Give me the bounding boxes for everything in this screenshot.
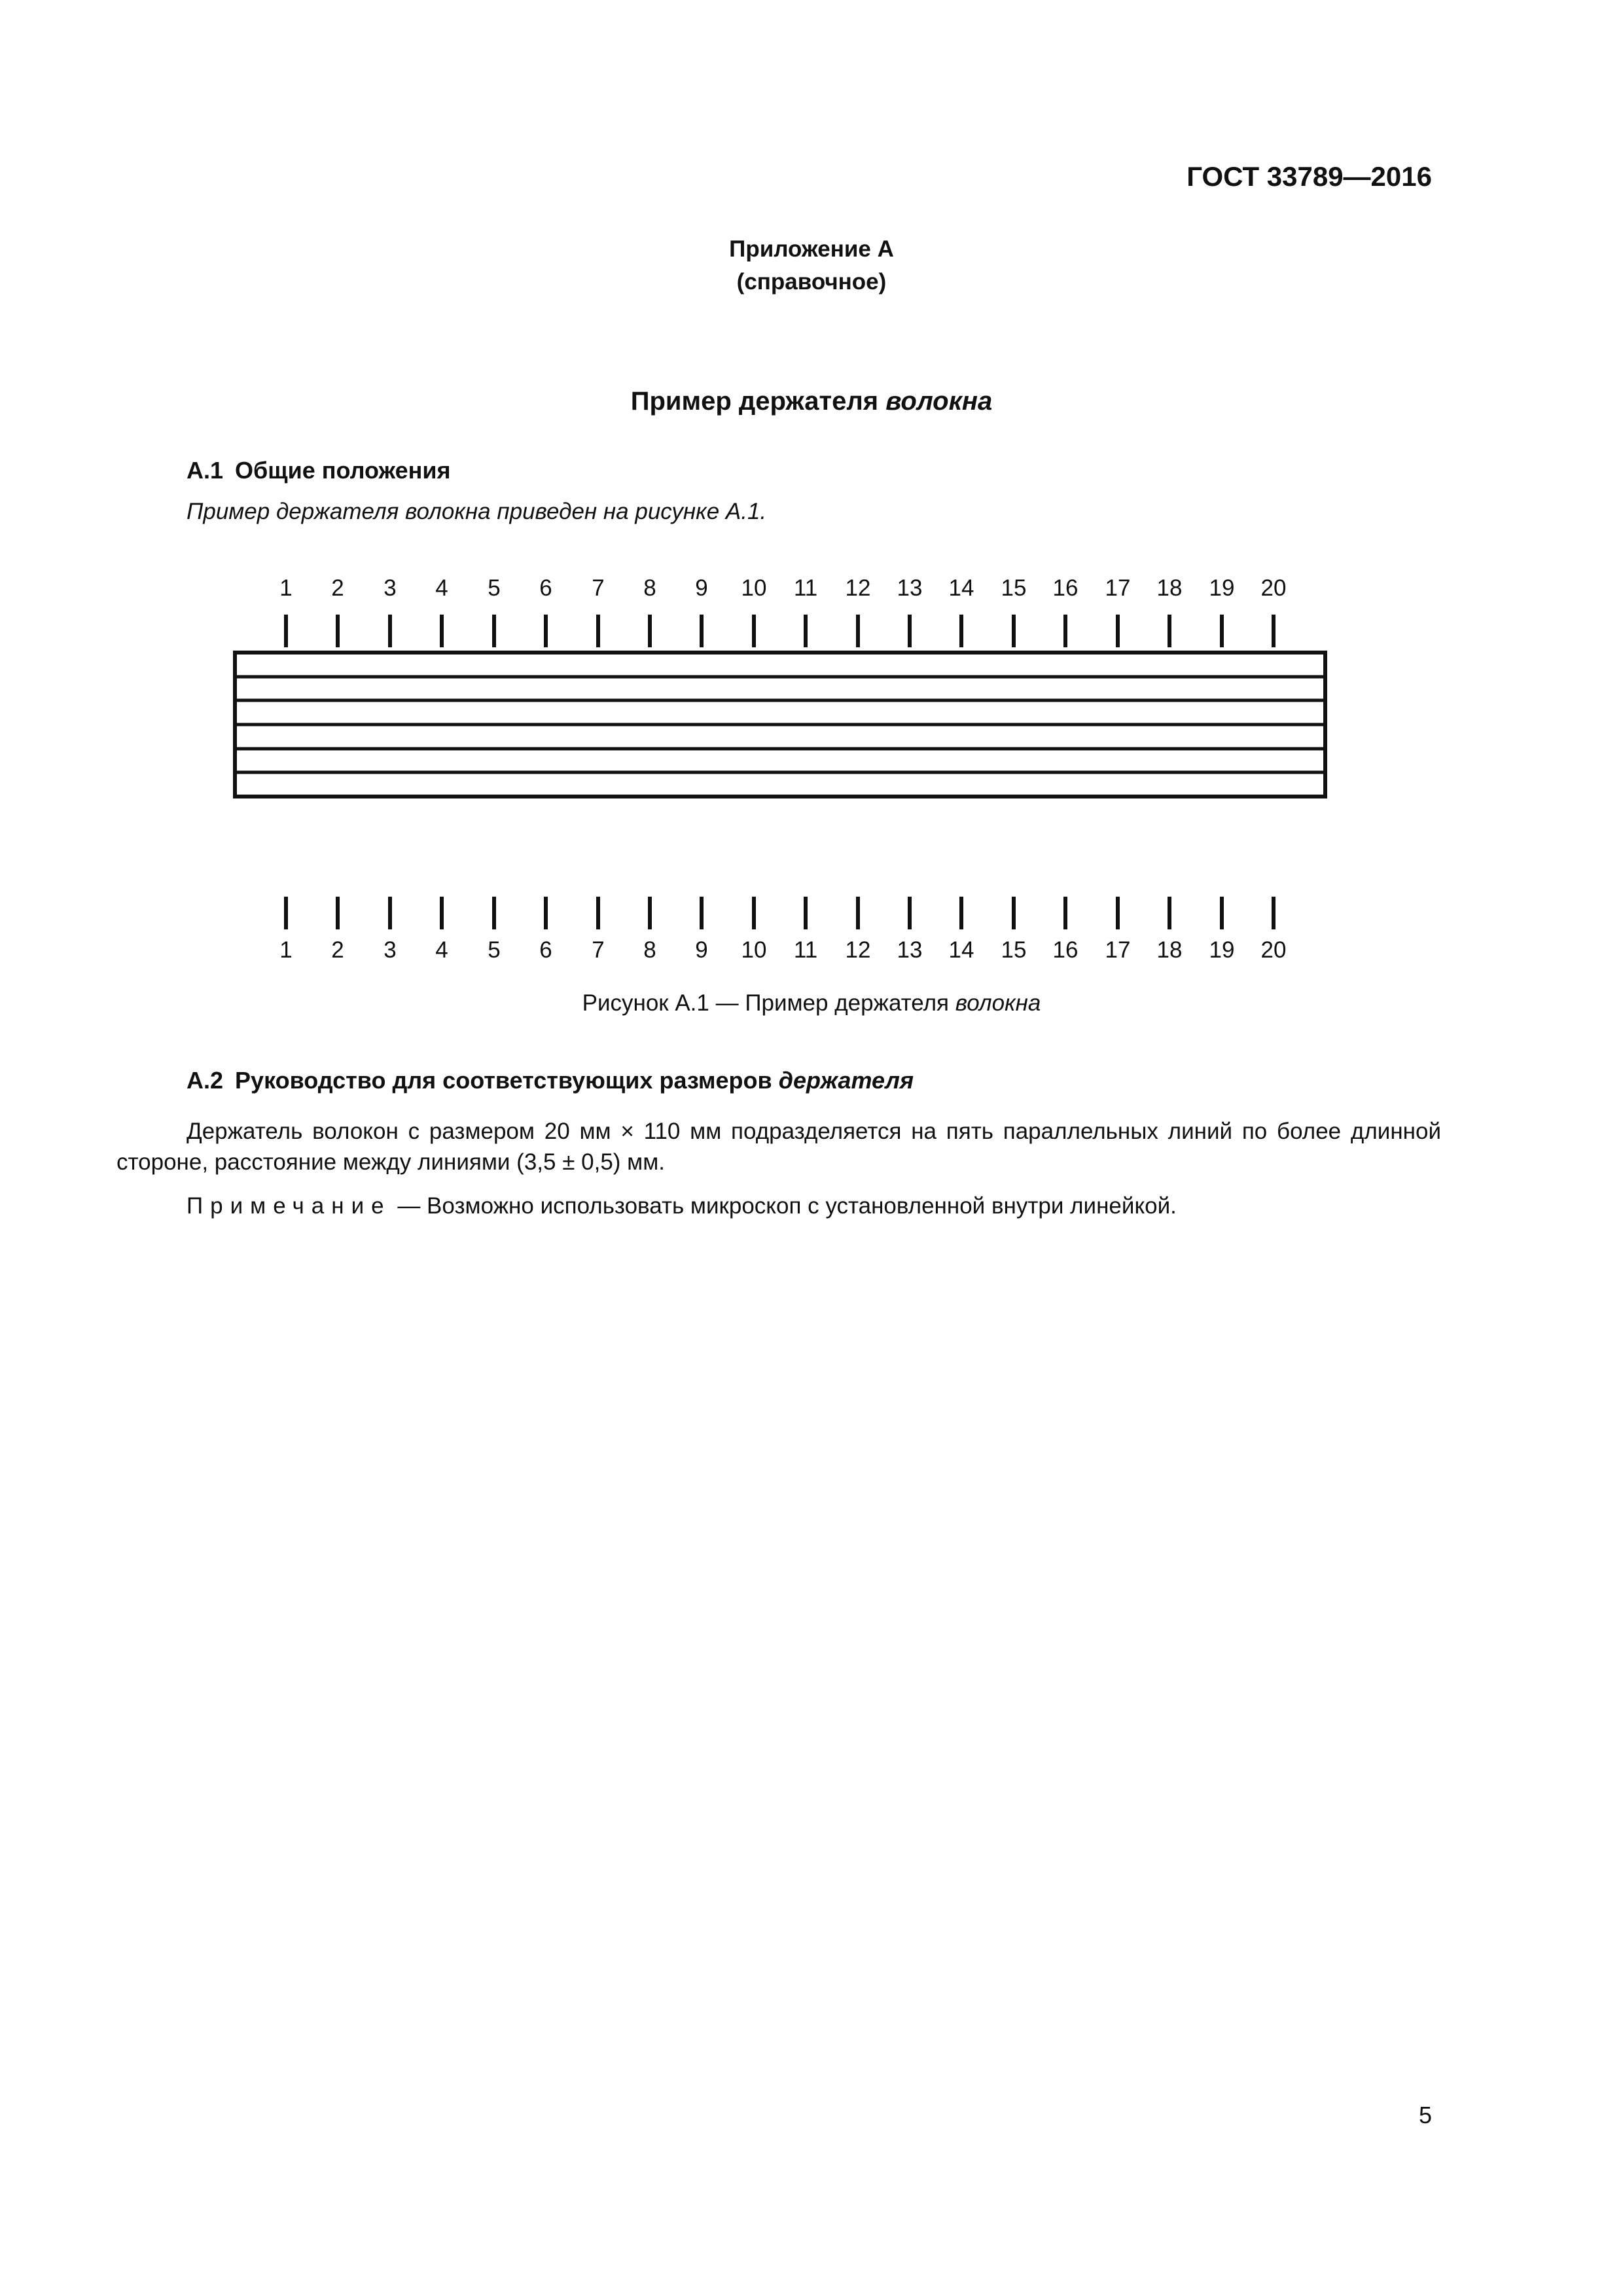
bottom-tick-label: 7 — [592, 937, 605, 963]
bottom-tick-label: 12 — [845, 937, 871, 963]
top-tick-label: 5 — [488, 575, 501, 601]
top-tick-label: 16 — [1052, 575, 1079, 601]
bottom-tick-label: 17 — [1105, 937, 1131, 963]
top-tick-label: 4 — [435, 575, 448, 601]
section-title-a2: Руководство для соответствующих размеров — [235, 1067, 772, 1094]
section-title-a2-italic: держателя — [778, 1067, 914, 1094]
bottom-tick-label: 13 — [897, 937, 923, 963]
section-heading-a2 — [187, 1067, 914, 1094]
bottom-tick-label: 14 — [948, 937, 974, 963]
section-title-a1: Общие положения — [235, 457, 451, 484]
figure-caption — [0, 990, 1623, 1016]
bottom-tick-label: 16 — [1052, 937, 1079, 963]
page-number: 5 — [1418, 2102, 1432, 2128]
bottom-tick-label: 9 — [695, 937, 708, 963]
top-tick-label: 2 — [331, 575, 344, 601]
bottom-tick-label: 3 — [383, 937, 397, 963]
bottom-tick-label: 2 — [331, 937, 344, 963]
section-heading-a1 — [187, 457, 451, 484]
top-tick-label: 3 — [383, 575, 397, 601]
bottom-tick-label: 18 — [1156, 937, 1183, 963]
bottom-tick-label: 1 — [279, 937, 293, 963]
figure-caption-italic: волокна — [955, 990, 1041, 1016]
document-number: ГОСТ 33789—2016 — [1186, 161, 1432, 192]
section-a2-paragraph: Держатель волокон с размером 20 мм × 110 мм подразделяется на пять параллельных линий по более длинной стороне, расстояние между линиями (3,5 ± 0,5) мм. — [116, 1119, 1441, 1175]
top-tick-label: 18 — [1156, 575, 1183, 601]
top-tick-label: 11 — [793, 575, 818, 601]
bottom-tick-label: 15 — [1001, 937, 1027, 963]
bottom-tick-label: 6 — [539, 937, 552, 963]
top-tick-label: 20 — [1260, 575, 1287, 601]
top-tick-labels — [279, 575, 1286, 601]
parallel-lines — [235, 677, 1325, 772]
section-a1-paragraph: Пример держателя волокна приведен на рисунке А.1. — [187, 499, 767, 524]
note-text: — Возможно использовать микроскоп с установленной внутри линейкой. — [391, 1193, 1177, 1219]
top-tick-label: 14 — [948, 575, 974, 601]
fiber-holder-figure — [0, 563, 1623, 969]
top-tick-label: 1 — [279, 575, 293, 601]
bottom-tick-label: 4 — [435, 937, 448, 963]
main-heading — [0, 387, 1623, 416]
top-tick-label: 15 — [1001, 575, 1027, 601]
annex-title-block — [0, 233, 1623, 298]
figure-caption-text: Рисунок А.1 — Пример держателя — [582, 990, 949, 1016]
bottom-tick-label: 10 — [741, 937, 767, 963]
top-tick-label: 19 — [1209, 575, 1235, 601]
bottom-tick-label: 8 — [643, 937, 656, 963]
top-tick-label: 12 — [845, 575, 871, 601]
bottom-tick-label: 11 — [793, 937, 818, 963]
top-ticks — [286, 615, 1274, 647]
note-label: Примечание — [187, 1193, 391, 1219]
main-heading-italic: волокна — [885, 387, 993, 416]
section-number-a1: А.1 — [187, 457, 224, 484]
top-tick-label: 8 — [643, 575, 656, 601]
annex-title: Приложение А — [729, 236, 894, 262]
top-tick-label: 17 — [1105, 575, 1131, 601]
bottom-tick-labels — [279, 937, 1286, 963]
bottom-tick-label: 20 — [1260, 937, 1287, 963]
bottom-ticks — [286, 897, 1274, 929]
top-tick-label: 10 — [741, 575, 767, 601]
top-tick-label: 6 — [539, 575, 552, 601]
bottom-tick-label: 5 — [488, 937, 501, 963]
main-heading-text: Пример держателя — [630, 387, 879, 416]
annex-subtitle: (справочное) — [736, 269, 887, 295]
top-tick-label: 13 — [897, 575, 923, 601]
bottom-tick-label: 19 — [1209, 937, 1235, 963]
note-paragraph — [187, 1193, 1177, 1219]
top-tick-label: 7 — [592, 575, 605, 601]
top-tick-label: 9 — [695, 575, 708, 601]
section-number-a2: А.2 — [187, 1067, 224, 1094]
